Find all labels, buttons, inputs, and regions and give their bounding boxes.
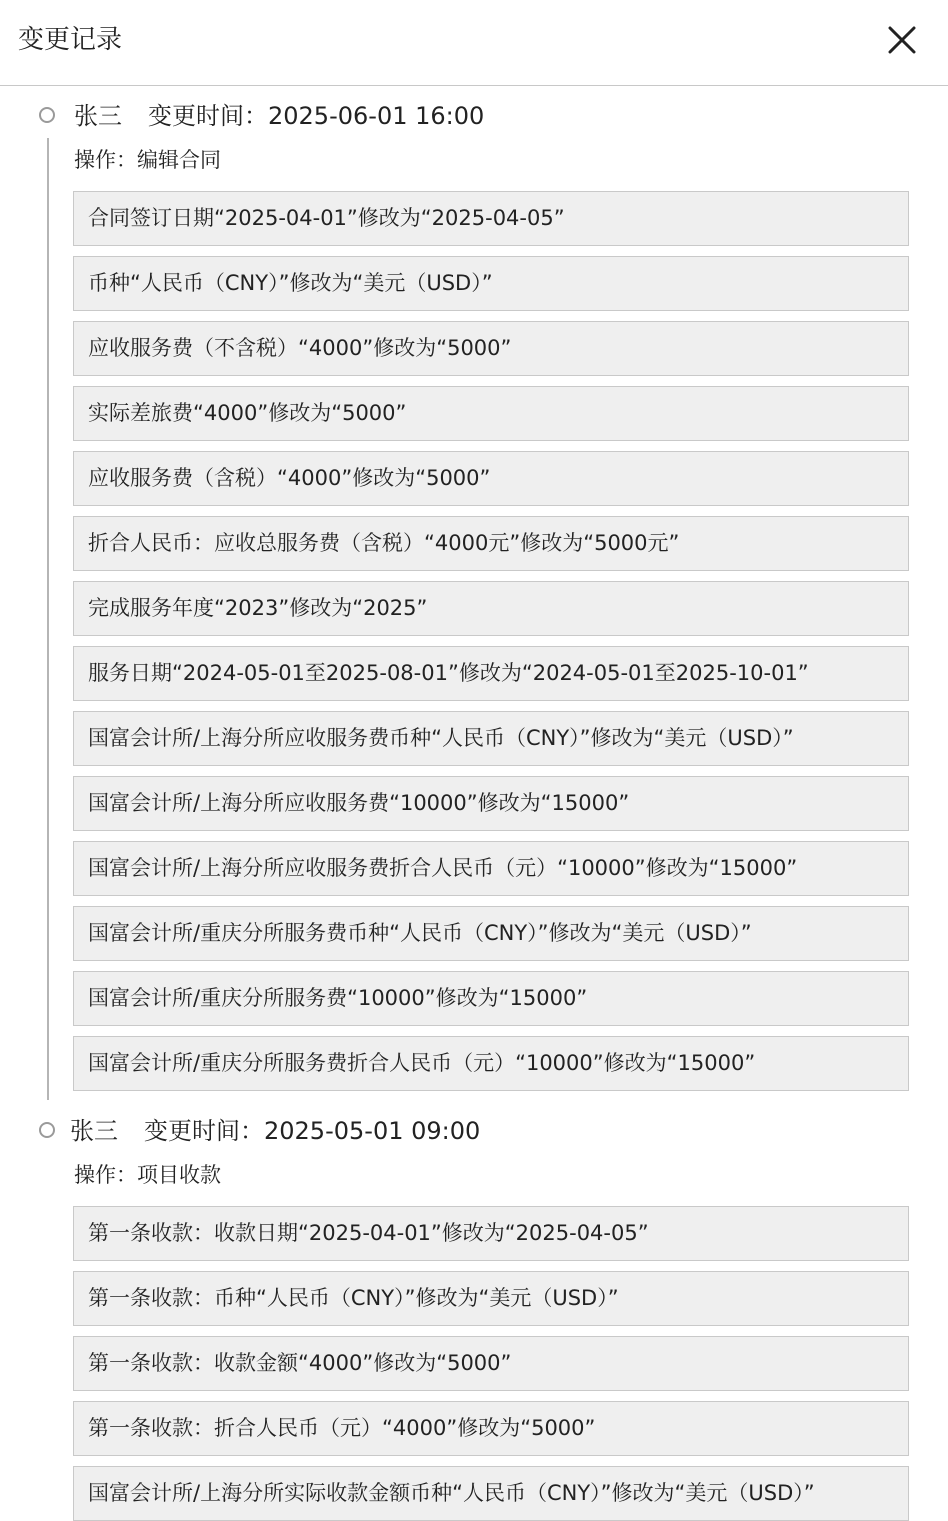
entry-time-label: 变更时间： [144, 1117, 264, 1145]
entry-operation-label: 操作： [74, 1163, 137, 1187]
change-item: 国富会计所/上海分所实际收款金额币种“人民币（CNY）”修改为“美元（USD）” [73, 1466, 909, 1521]
change-item: 国富会计所/上海分所应收服务费折合人民币（元）“10000”修改为“15000” [73, 841, 909, 896]
timeline-line [47, 138, 49, 1100]
change-item: 第一条收款：币种“人民币（CNY）”修改为“美元（USD）” [73, 1271, 909, 1326]
change-log-timeline[interactable] [0, 86, 948, 1505]
change-item: 第一条收款：收款金额“4000”修改为“5000” [73, 1336, 909, 1391]
entry-time-value: 2025-06-01 16:00 [268, 102, 485, 130]
change-item: 国富会计所/上海分所应收服务费“10000”修改为“15000” [73, 776, 909, 831]
entry-time-label: 变更时间： [148, 102, 268, 130]
change-item: 应收服务费（不含税）“4000”修改为“5000” [73, 321, 909, 376]
entry-operation-label: 操作： [74, 148, 137, 172]
change-item: 第一条收款：收款日期“2025-04-01”修改为“2025-04-05” [73, 1206, 909, 1261]
change-item: 合同签订日期“2025-04-01”修改为“2025-04-05” [73, 191, 909, 246]
change-item: 币种“人民币（CNY）”修改为“美元（USD）” [73, 256, 909, 311]
change-item: 国富会计所/上海分所应收服务费币种“人民币（CNY）”修改为“美元（USD）” [73, 711, 909, 766]
close-button[interactable] [884, 22, 920, 58]
entry-time [144, 1114, 480, 1148]
change-item: 完成服务年度“2023”修改为“2025” [73, 581, 909, 636]
change-item: 服务日期“2024-05-01至2025-08-01”修改为“2024-05-01至2025-10-01” [73, 646, 909, 701]
close-icon [884, 22, 920, 58]
change-item: 国富会计所/重庆分所服务费折合人民币（元）“10000”修改为“15000” [73, 1036, 909, 1091]
dialog-header [0, 0, 948, 86]
entry-operation [74, 1161, 948, 1205]
change-item: 第一条收款：折合人民币（元）“4000”修改为“5000” [73, 1401, 909, 1456]
entry-operation-value: 项目收款 [137, 1163, 221, 1187]
dialog-title: 变更记录 [18, 25, 123, 55]
entry-time-value: 2025-05-01 09:00 [264, 1117, 481, 1145]
change-item: 国富会计所/重庆分所服务费币种“人民币（CNY）”修改为“美元（USD）” [73, 906, 909, 961]
entry-user: 张三 [74, 102, 122, 130]
timeline-dot [39, 107, 55, 123]
change-list [73, 190, 909, 1091]
change-list [73, 1205, 909, 1521]
change-item: 应收服务费（含税）“4000”修改为“5000” [73, 451, 909, 506]
timeline-entry [0, 86, 948, 1091]
change-item: 折合人民币：应收总服务费（含税）“4000元”修改为“5000元” [73, 516, 909, 571]
entry-time [148, 99, 484, 133]
change-item: 实际差旅费“4000”修改为“5000” [73, 386, 909, 441]
change-item: 国富会计所/重庆分所服务费“10000”修改为“15000” [73, 971, 909, 1026]
timeline-entry [0, 1101, 948, 1521]
entry-user: 张三 [70, 1117, 118, 1145]
entry-operation-value: 编辑合同 [137, 148, 221, 172]
timeline-dot [39, 1122, 55, 1138]
entry-operation [74, 146, 948, 190]
